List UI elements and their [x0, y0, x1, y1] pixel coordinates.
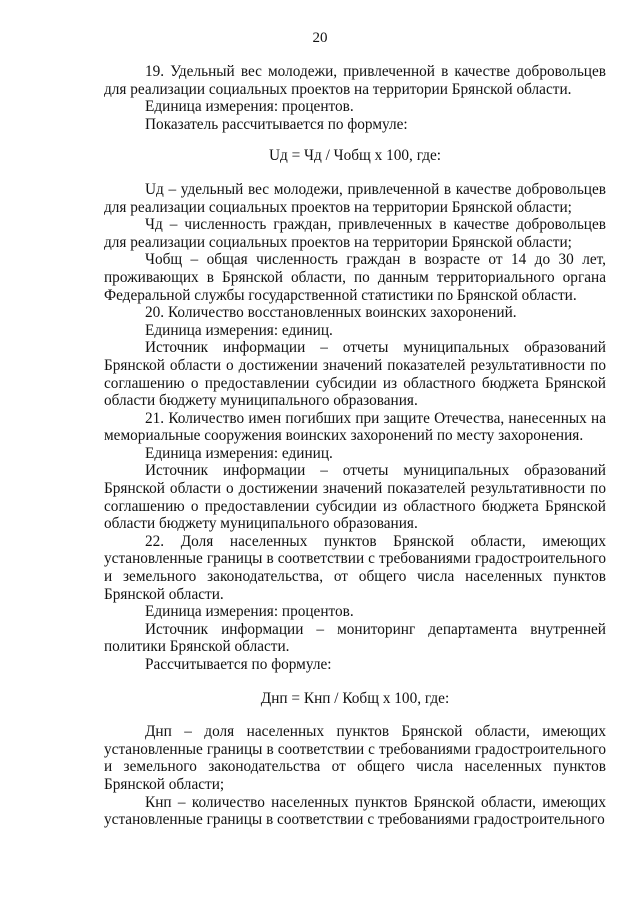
paragraph-definition-dnp: Днп – доля населенных пунктов Брянской области, имеющих установленные границы в соответствии с требованиями градостроительного и земельного законодательства от общего числа населенных пунктов Брянской области; — [104, 723, 606, 793]
paragraph-indicator-21-title: 21. Количество имен погибших при защите Отечества, нанесенных на мемориальные сооружения воинских захоронений по месту захоронения. — [104, 409, 606, 445]
paragraph-source: Источник информации – отчеты муниципальных образований Брянской области о достижении значений показателей результативности по соглашению о предоставлении субсидии из областного бюджета Брянской области бюджету муниципального образования. — [104, 339, 606, 410]
paragraph-unit: Единица измерения: единиц. — [145, 321, 333, 339]
paragraph-indicator-19-title: 19. Удельный вес молодежи, привлеченной в качестве добровольцев для реализации социальных проектов на территории Брянской области. — [104, 63, 606, 98]
formula-dnp: Днп = Кнп / Кобщ х 100, где: — [260, 689, 450, 707]
paragraph-unit: Единица измерения: процентов. — [145, 603, 354, 621]
paragraph-indicator-20-title: 20. Количество восстановленных воинских захоронений. — [145, 304, 517, 322]
paragraph-formula-intro: Показатель рассчитывается по формуле: — [145, 115, 408, 133]
paragraph-definition-chd: Чд – численность граждан, привлеченных в качестве добровольцев для реализации социальных проектов на территории Брянской области; — [104, 216, 606, 251]
formula-ud: Uд = Чд / Чобщ х 100, где: — [268, 147, 442, 165]
paragraph-unit: Единица измерения: единиц. — [145, 444, 333, 462]
paragraph-indicator-22-title: 22. Доля населенных пунктов Брянской области, имеющих установленные границы в соответствии с требованиями градостроительного и земельного законодательства, от общего числа населенных пунктов Брянской области. — [104, 532, 606, 603]
paragraph-definition-knp: Кнп – количество населенных пунктов Брянской области, имеющих установленные границы в соответствии с требованиями градостроительного — [104, 793, 606, 829]
paragraph-unit: Единица измерения: процентов. — [145, 98, 354, 116]
paragraph-formula-intro: Рассчитывается по формуле: — [145, 656, 332, 673]
paragraph-definition-chobsh: Чобщ – общая численность граждан в возрасте от 14 до 30 лет, проживающих в Брянской области, по данным территориального органа Федеральной службы государственной статистики по Брянской области. — [104, 251, 606, 304]
paragraph-definition-ud: Uд – удельный вес молодежи, привлеченной в качестве добровольцев для реализации социальных проектов на территории Брянской области; — [104, 180, 606, 216]
document-body — [104, 63, 606, 829]
paragraph-source: Источник информации – мониторинг департамента внутренней политики Брянской области. — [104, 620, 606, 656]
paragraph-source: Источник информации – отчеты муниципальных образований Брянской области о достижении значений показателей результативности по соглашению о предоставлении субсидии из областного бюджета Брянской области бюджету муниципального образования. — [104, 462, 606, 533]
page-number: 20 — [312, 30, 328, 46]
